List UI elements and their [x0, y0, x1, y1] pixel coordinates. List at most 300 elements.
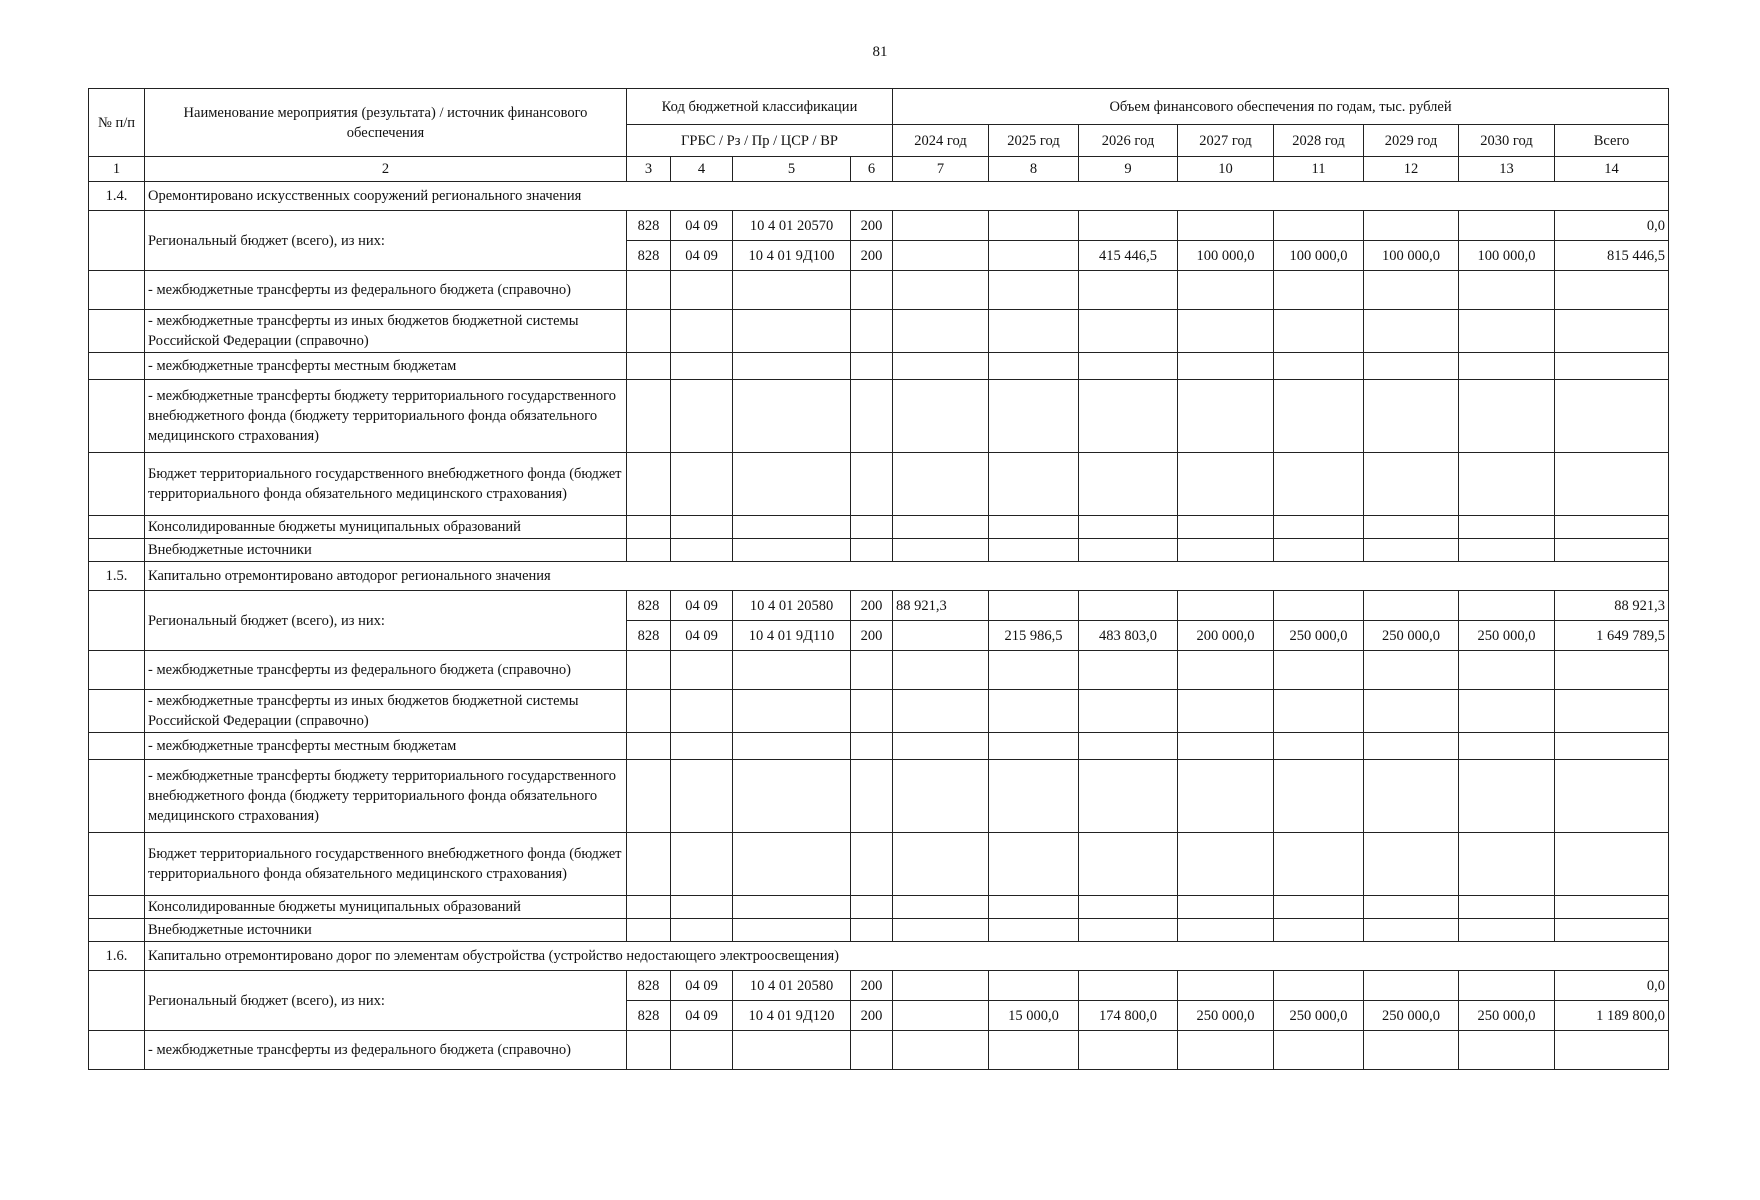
header-year: 2028 год	[1274, 125, 1364, 157]
empty-cell	[989, 516, 1079, 539]
year-value	[893, 621, 989, 651]
empty-cell	[893, 353, 989, 380]
empty-cell	[671, 310, 733, 353]
empty-cell	[1178, 733, 1274, 760]
index-row	[89, 157, 1669, 182]
empty-cell	[671, 733, 733, 760]
source-label: Консолидированные бюджеты муниципальных образований	[145, 516, 627, 539]
empty-cell	[733, 380, 851, 453]
year-value	[1364, 591, 1459, 621]
csr-code: 10 4 01 20580	[733, 591, 851, 621]
empty-cell	[1178, 651, 1274, 690]
year-value	[893, 1001, 989, 1031]
empty-cell	[1079, 690, 1178, 733]
empty-cell	[1178, 833, 1274, 896]
empty-cell	[1459, 651, 1555, 690]
empty-cell	[671, 380, 733, 453]
empty-cell	[1459, 380, 1555, 453]
year-value	[989, 211, 1079, 241]
section-number: 1.5.	[89, 562, 145, 591]
total-value: 0,0	[1555, 211, 1669, 241]
year-value	[1178, 211, 1274, 241]
index-cell: 11	[1274, 157, 1364, 182]
empty-cell	[1274, 919, 1364, 942]
empty-cell	[1178, 353, 1274, 380]
empty-cell	[893, 380, 989, 453]
empty-cell	[1364, 760, 1459, 833]
empty-cell	[627, 896, 671, 919]
year-value: 100 000,0	[1459, 241, 1555, 271]
empty-cell	[1555, 733, 1669, 760]
empty-cell	[1459, 353, 1555, 380]
empty-cell	[733, 516, 851, 539]
year-value	[989, 971, 1079, 1001]
section-title-row	[89, 562, 1669, 591]
index-cell: 9	[1079, 157, 1178, 182]
empty-cell	[893, 760, 989, 833]
empty-cell	[627, 833, 671, 896]
section-number: 1.6.	[89, 942, 145, 971]
year-value	[1459, 971, 1555, 1001]
rzpr-code: 04 09	[671, 591, 733, 621]
empty-cell	[1555, 310, 1669, 353]
empty-cell	[1459, 690, 1555, 733]
empty-cell	[989, 310, 1079, 353]
empty-cell	[851, 1031, 893, 1070]
empty-cell	[627, 651, 671, 690]
empty-cell	[851, 760, 893, 833]
empty-cell	[1178, 310, 1274, 353]
empty-cell	[1555, 651, 1669, 690]
empty-cell	[1079, 516, 1178, 539]
csr-code: 10 4 01 20580	[733, 971, 851, 1001]
empty-cell	[989, 833, 1079, 896]
empty-cell	[671, 453, 733, 516]
empty-cell	[671, 271, 733, 310]
empty-cell	[1364, 919, 1459, 942]
empty-cell	[1364, 453, 1459, 516]
empty-cell	[1079, 760, 1178, 833]
year-value	[1274, 971, 1364, 1001]
empty-cell	[1079, 271, 1178, 310]
source-label: Консолидированные бюджеты муниципальных образований	[145, 896, 627, 919]
header-year: 2025 год	[989, 125, 1079, 157]
source-label: Бюджет территориального государственного внебюджетного фонда (бюджет территориального фонда обязательного медицинского страхования)	[145, 833, 627, 896]
year-value: 100 000,0	[1274, 241, 1364, 271]
budget-table	[88, 88, 1669, 1070]
empty-cell	[1079, 896, 1178, 919]
row-number-cell	[89, 380, 145, 453]
empty-cell	[1274, 516, 1364, 539]
year-value	[893, 241, 989, 271]
empty-cell	[1178, 1031, 1274, 1070]
empty-cell	[1364, 896, 1459, 919]
empty-cell	[671, 353, 733, 380]
year-value: 15 000,0	[989, 1001, 1079, 1031]
empty-cell	[1555, 919, 1669, 942]
source-row	[89, 896, 1669, 919]
header-code: Код бюджетной классификации	[627, 89, 893, 125]
empty-cell	[627, 310, 671, 353]
year-value: 250 000,0	[1178, 1001, 1274, 1031]
empty-cell	[851, 539, 893, 562]
source-label: - межбюджетные трансферты местным бюджетам	[145, 353, 627, 380]
empty-cell	[733, 539, 851, 562]
empty-cell	[1079, 353, 1178, 380]
empty-cell	[1274, 539, 1364, 562]
empty-cell	[1079, 310, 1178, 353]
empty-cell	[1364, 310, 1459, 353]
empty-cell	[851, 733, 893, 760]
empty-cell	[627, 516, 671, 539]
empty-cell	[851, 896, 893, 919]
empty-cell	[627, 919, 671, 942]
grbs-code: 828	[627, 211, 671, 241]
header-num: № п/п	[89, 89, 145, 157]
empty-cell	[671, 1031, 733, 1070]
empty-cell	[1178, 760, 1274, 833]
empty-cell	[851, 453, 893, 516]
empty-cell	[1555, 539, 1669, 562]
empty-cell	[989, 539, 1079, 562]
empty-cell	[1274, 310, 1364, 353]
empty-cell	[733, 453, 851, 516]
year-value: 250 000,0	[1364, 621, 1459, 651]
empty-cell	[1459, 833, 1555, 896]
budget-line-row	[89, 591, 1669, 621]
empty-cell	[989, 353, 1079, 380]
empty-cell	[1364, 1031, 1459, 1070]
empty-cell	[627, 539, 671, 562]
section-number: 1.4.	[89, 182, 145, 211]
year-value	[1178, 971, 1274, 1001]
total-value: 1 189 800,0	[1555, 1001, 1669, 1031]
row-number-cell	[89, 353, 145, 380]
year-value: 200 000,0	[1178, 621, 1274, 651]
empty-cell	[1364, 516, 1459, 539]
vr-code: 200	[851, 1001, 893, 1031]
empty-cell	[893, 271, 989, 310]
row-number-cell	[89, 919, 145, 942]
empty-cell	[989, 760, 1079, 833]
source-label: - межбюджетные трансферты местным бюджетам	[145, 733, 627, 760]
empty-cell	[893, 453, 989, 516]
header-volume: Объем финансового обеспечения по годам, тыс. рублей	[893, 89, 1669, 125]
empty-cell	[1274, 760, 1364, 833]
source-row	[89, 453, 1669, 516]
csr-code: 10 4 01 9Д100	[733, 241, 851, 271]
empty-cell	[733, 271, 851, 310]
year-value	[1079, 211, 1178, 241]
row-number-cell	[89, 271, 145, 310]
source-row	[89, 380, 1669, 453]
grbs-code: 828	[627, 241, 671, 271]
empty-cell	[851, 651, 893, 690]
empty-cell	[1178, 271, 1274, 310]
row-number-cell	[89, 1031, 145, 1070]
empty-cell	[1364, 833, 1459, 896]
year-value: 100 000,0	[1364, 241, 1459, 271]
header-year: 2026 год	[1079, 125, 1178, 157]
empty-cell	[851, 833, 893, 896]
source-label: Внебюджетные источники	[145, 919, 627, 942]
empty-cell	[1079, 919, 1178, 942]
header-year: 2027 год	[1178, 125, 1274, 157]
empty-cell	[1274, 380, 1364, 453]
empty-cell	[1274, 271, 1364, 310]
row-number-cell	[89, 971, 145, 1031]
empty-cell	[893, 310, 989, 353]
year-value	[989, 241, 1079, 271]
empty-cell	[733, 310, 851, 353]
empty-cell	[893, 651, 989, 690]
year-value	[1274, 591, 1364, 621]
grbs-code: 828	[627, 591, 671, 621]
year-value: 415 446,5	[1079, 241, 1178, 271]
year-value	[1459, 211, 1555, 241]
empty-cell	[1364, 733, 1459, 760]
budget-label: Региональный бюджет (всего), из них:	[145, 211, 627, 271]
year-value: 100 000,0	[1178, 241, 1274, 271]
empty-cell	[1079, 1031, 1178, 1070]
empty-cell	[733, 733, 851, 760]
empty-cell	[1555, 271, 1669, 310]
empty-cell	[733, 919, 851, 942]
year-value: 250 000,0	[1459, 621, 1555, 651]
row-number-cell	[89, 833, 145, 896]
empty-cell	[1459, 919, 1555, 942]
empty-cell	[1555, 353, 1669, 380]
empty-cell	[893, 516, 989, 539]
page-number: 81	[872, 44, 888, 60]
empty-cell	[627, 1031, 671, 1070]
empty-cell	[1079, 833, 1178, 896]
empty-cell	[627, 353, 671, 380]
source-row	[89, 651, 1669, 690]
vr-code: 200	[851, 211, 893, 241]
empty-cell	[733, 690, 851, 733]
index-cell: 4	[671, 157, 733, 182]
empty-cell	[627, 271, 671, 310]
year-value: 250 000,0	[1274, 621, 1364, 651]
section-title-row	[89, 182, 1669, 211]
empty-cell	[1555, 760, 1669, 833]
source-label: - межбюджетные трансферты бюджету территориального государственного внебюджетного фонда (бюджету территориального фонда обязательного медицинского страхования)	[145, 760, 627, 833]
index-cell: 14	[1555, 157, 1669, 182]
row-number-cell	[89, 896, 145, 919]
empty-cell	[851, 380, 893, 453]
source-label: - межбюджетные трансферты из федерального бюджета (справочно)	[145, 271, 627, 310]
empty-cell	[1364, 690, 1459, 733]
empty-cell	[671, 919, 733, 942]
row-number-cell	[89, 651, 145, 690]
year-value	[1364, 971, 1459, 1001]
source-row	[89, 310, 1669, 353]
index-cell: 8	[989, 157, 1079, 182]
source-label: - межбюджетные трансферты из иных бюджетов бюджетной системы Российской Федерации (справочно)	[145, 310, 627, 353]
index-cell: 12	[1364, 157, 1459, 182]
empty-cell	[1178, 919, 1274, 942]
empty-cell	[851, 353, 893, 380]
source-row	[89, 516, 1669, 539]
empty-cell	[1178, 896, 1274, 919]
empty-cell	[1459, 733, 1555, 760]
budget-line-row	[89, 971, 1669, 1001]
rzpr-code: 04 09	[671, 621, 733, 651]
empty-cell	[1459, 539, 1555, 562]
header-year: 2029 год	[1364, 125, 1459, 157]
row-number-cell	[89, 591, 145, 651]
empty-cell	[1364, 380, 1459, 453]
empty-cell	[1274, 833, 1364, 896]
empty-cell	[1364, 539, 1459, 562]
empty-cell	[1274, 353, 1364, 380]
empty-cell	[671, 760, 733, 833]
empty-cell	[671, 516, 733, 539]
empty-cell	[1178, 453, 1274, 516]
source-label: - межбюджетные трансферты из федерального бюджета (справочно)	[145, 1031, 627, 1070]
header-year: 2024 год	[893, 125, 989, 157]
grbs-code: 828	[627, 621, 671, 651]
year-value	[1079, 591, 1178, 621]
header-year: 2030 год	[1459, 125, 1555, 157]
empty-cell	[1178, 380, 1274, 453]
vr-code: 200	[851, 971, 893, 1001]
index-cell: 3	[627, 157, 671, 182]
year-value	[893, 971, 989, 1001]
empty-cell	[1555, 690, 1669, 733]
index-cell: 6	[851, 157, 893, 182]
empty-cell	[1555, 453, 1669, 516]
empty-cell	[989, 651, 1079, 690]
year-value	[989, 591, 1079, 621]
source-row	[89, 733, 1669, 760]
empty-cell	[627, 760, 671, 833]
empty-cell	[627, 380, 671, 453]
section-title: Оремонтировано искусственных сооружений регионального значения	[145, 182, 1669, 211]
year-value	[893, 211, 989, 241]
empty-cell	[1555, 833, 1669, 896]
source-label: Внебюджетные источники	[145, 539, 627, 562]
section-title-row	[89, 942, 1669, 971]
row-number-cell	[89, 690, 145, 733]
empty-cell	[893, 1031, 989, 1070]
csr-code: 10 4 01 9Д120	[733, 1001, 851, 1031]
empty-cell	[1459, 760, 1555, 833]
row-number-cell	[89, 733, 145, 760]
row-number-cell	[89, 516, 145, 539]
empty-cell	[1079, 453, 1178, 516]
empty-cell	[989, 271, 1079, 310]
year-value	[1274, 211, 1364, 241]
empty-cell	[1274, 1031, 1364, 1070]
empty-cell	[671, 539, 733, 562]
source-label: Бюджет территориального государственного внебюджетного фонда (бюджет территориального фонда обязательного медицинского страхования)	[145, 453, 627, 516]
empty-cell	[851, 919, 893, 942]
year-value: 88 921,3	[893, 591, 989, 621]
year-value: 250 000,0	[1274, 1001, 1364, 1031]
empty-cell	[1459, 1031, 1555, 1070]
empty-cell	[893, 690, 989, 733]
empty-cell	[671, 833, 733, 896]
year-value: 215 986,5	[989, 621, 1079, 651]
empty-cell	[1178, 539, 1274, 562]
year-value: 250 000,0	[1364, 1001, 1459, 1031]
empty-cell	[1364, 651, 1459, 690]
empty-cell	[1274, 651, 1364, 690]
section-title: Капитально отремонтировано автодорог регионального значения	[145, 562, 1669, 591]
vr-code: 200	[851, 591, 893, 621]
grbs-code: 828	[627, 1001, 671, 1031]
empty-cell	[989, 1031, 1079, 1070]
empty-cell	[1274, 453, 1364, 516]
empty-cell	[893, 833, 989, 896]
empty-cell	[671, 896, 733, 919]
year-value	[1079, 971, 1178, 1001]
total-value: 88 921,3	[1555, 591, 1669, 621]
vr-code: 200	[851, 241, 893, 271]
empty-cell	[1364, 353, 1459, 380]
empty-cell	[1178, 516, 1274, 539]
empty-cell	[851, 271, 893, 310]
budget-label: Региональный бюджет (всего), из них:	[145, 591, 627, 651]
empty-cell	[989, 919, 1079, 942]
year-value: 483 803,0	[1079, 621, 1178, 651]
empty-cell	[851, 516, 893, 539]
empty-cell	[1555, 380, 1669, 453]
empty-cell	[989, 733, 1079, 760]
source-row	[89, 539, 1669, 562]
grbs-code: 828	[627, 971, 671, 1001]
source-row	[89, 271, 1669, 310]
section-title: Капитально отремонтировано дорог по элементам обустройства (устройство недостающего электроосвещения)	[145, 942, 1669, 971]
empty-cell	[1274, 690, 1364, 733]
rzpr-code: 04 09	[671, 1001, 733, 1031]
empty-cell	[893, 919, 989, 942]
row-number-cell	[89, 760, 145, 833]
index-cell: 1	[89, 157, 145, 182]
year-value	[1178, 591, 1274, 621]
rzpr-code: 04 09	[671, 211, 733, 241]
index-cell: 7	[893, 157, 989, 182]
empty-cell	[671, 651, 733, 690]
empty-cell	[893, 896, 989, 919]
total-value: 1 649 789,5	[1555, 621, 1669, 651]
source-row	[89, 919, 1669, 942]
year-value: 174 800,0	[1079, 1001, 1178, 1031]
index-cell: 13	[1459, 157, 1555, 182]
empty-cell	[733, 833, 851, 896]
total-value: 815 446,5	[1555, 241, 1669, 271]
year-value	[1364, 211, 1459, 241]
empty-cell	[733, 1031, 851, 1070]
empty-cell	[1079, 651, 1178, 690]
empty-cell	[1079, 539, 1178, 562]
year-value	[1459, 591, 1555, 621]
row-number-cell	[89, 211, 145, 271]
source-label: - межбюджетные трансферты бюджету территориального государственного внебюджетного фонда (бюджету территориального фонда обязательного медицинского страхования)	[145, 380, 627, 453]
empty-cell	[1079, 380, 1178, 453]
empty-cell	[989, 690, 1079, 733]
empty-cell	[1274, 733, 1364, 760]
empty-cell	[733, 760, 851, 833]
index-cell: 5	[733, 157, 851, 182]
empty-cell	[851, 310, 893, 353]
empty-cell	[893, 539, 989, 562]
empty-cell	[733, 896, 851, 919]
row-number-cell	[89, 453, 145, 516]
source-row	[89, 690, 1669, 733]
